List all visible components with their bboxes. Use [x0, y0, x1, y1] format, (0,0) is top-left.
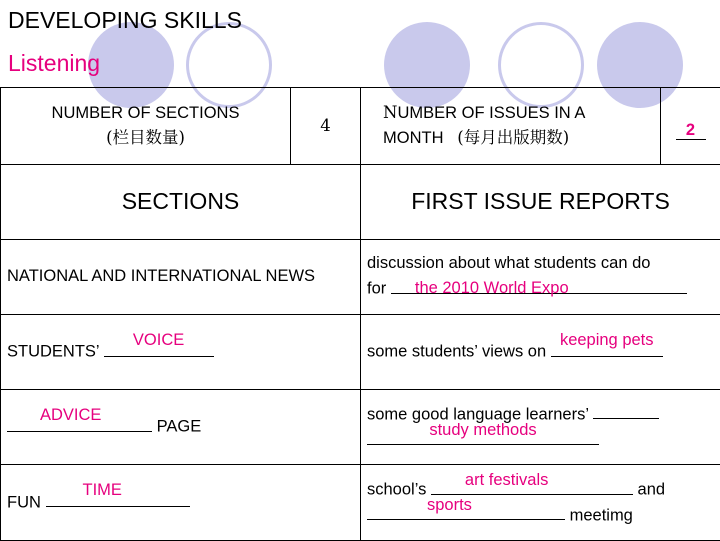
- section-students-prefix: STUDENTS’: [7, 343, 99, 361]
- section-advice: [1, 390, 361, 465]
- column-header-row: [1, 165, 720, 240]
- report-news-prefix: for: [367, 280, 386, 298]
- column-header-reports: FIRST ISSUE REPORTS: [361, 165, 720, 240]
- table-row-students: [1, 315, 720, 390]
- sections-count-label: [1, 88, 291, 165]
- report-advice-answer: study methods: [367, 419, 599, 443]
- report-news-blank: [391, 276, 687, 301]
- section-news: NATIONAL AND INTERNATIONAL NEWS: [1, 240, 361, 315]
- worksheet-table: [0, 87, 720, 541]
- section-advice-blank: [7, 414, 152, 439]
- section-students-blank: [104, 339, 214, 364]
- report-news: [361, 240, 720, 315]
- report-fun-answer-1: art festivals: [465, 469, 633, 493]
- section-fun: [1, 465, 361, 541]
- report-fun-mid: and: [638, 481, 666, 499]
- section-fun-prefix: FUN: [7, 493, 41, 511]
- table-row-fun: [1, 465, 720, 541]
- report-news-text: discussion about what students can do: [367, 254, 650, 272]
- sections-count-cn: (栏目数量): [106, 128, 185, 147]
- issues-count-cell: [661, 88, 720, 165]
- sections-count-text: NUMBER OF SECTIONS: [52, 104, 240, 122]
- report-advice-blank: [367, 427, 599, 452]
- report-advice-line-1: [593, 402, 659, 420]
- table-row-advice: [1, 390, 720, 465]
- issues-count-blank: [676, 104, 706, 147]
- report-students: [361, 315, 720, 390]
- section-students-answer: VOICE: [104, 329, 214, 353]
- issues-count-text: UMBER OF ISSUES IN A: [397, 104, 585, 122]
- section-fun-answer: TIME: [83, 479, 190, 503]
- page-title: DEVELOPING SKILLS: [8, 7, 242, 34]
- section-advice-answer: ADVICE: [40, 404, 152, 428]
- section-students: [1, 315, 361, 390]
- report-fun-suffix: meetimg: [570, 506, 633, 524]
- issues-count-initial: N: [383, 103, 397, 122]
- section-advice-suffix: PAGE: [157, 418, 202, 436]
- issues-count-cn: (每月出版期数): [457, 128, 569, 147]
- sections-count-value: 4: [291, 88, 361, 165]
- report-fun-prefix: school’s: [367, 481, 426, 499]
- report-fun-blank-2: [367, 503, 565, 528]
- issues-count-label: [361, 88, 661, 165]
- report-advice: [361, 390, 720, 465]
- report-advice-text: some good language learners’: [367, 405, 588, 423]
- header-row: [1, 88, 720, 165]
- column-header-sections: SECTIONS: [1, 165, 361, 240]
- report-fun: [361, 465, 720, 541]
- issues-count-answer: 2: [676, 119, 706, 143]
- report-students-answer: keeping pets: [551, 329, 663, 353]
- section-fun-blank: [46, 490, 190, 515]
- table-row-news: [1, 240, 720, 315]
- report-students-prefix: some students’ views on: [367, 343, 546, 361]
- page-subtitle: Listening: [8, 50, 100, 77]
- report-fun-answer-2: sports: [427, 494, 565, 518]
- issues-count-text-2: MONTH: [383, 129, 444, 147]
- report-news-answer: the 2010 World Expo: [415, 277, 687, 301]
- report-students-blank: [551, 339, 663, 364]
